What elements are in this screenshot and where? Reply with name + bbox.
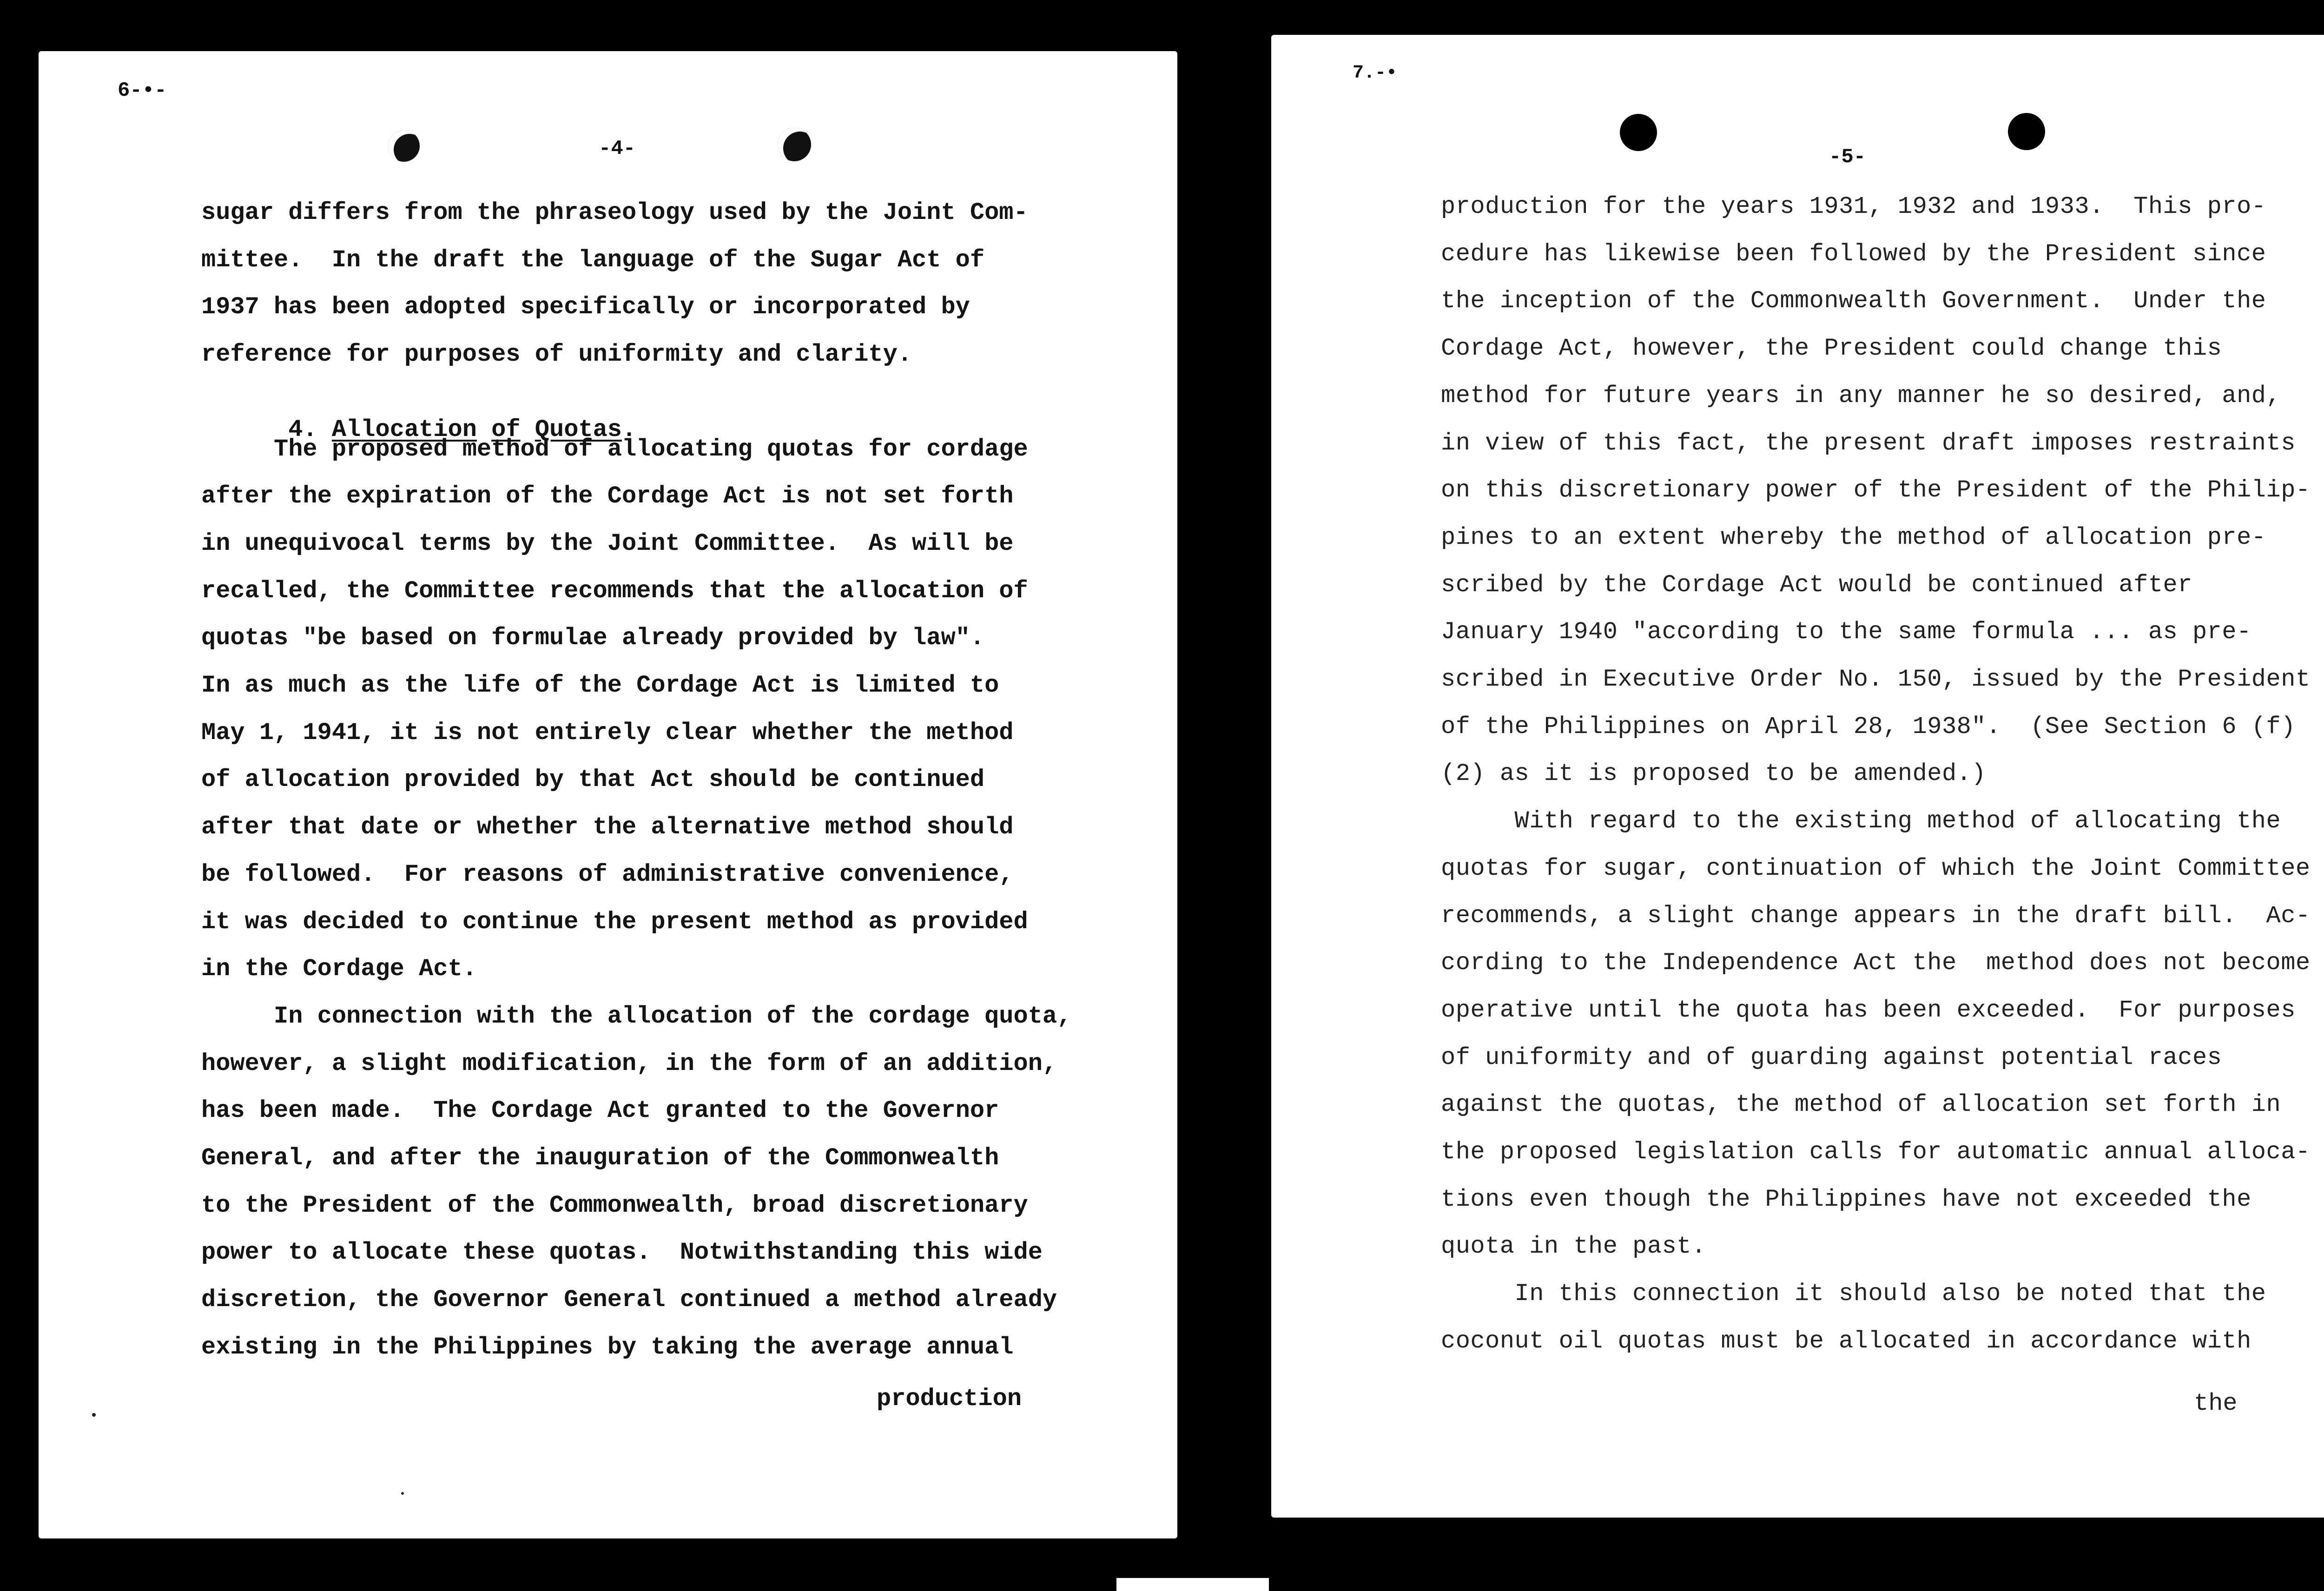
text-line: scribed by the Cordage Act would be continued after: [1441, 571, 2192, 599]
text-line: operative until the quota has been exceeded. For purposes: [1441, 996, 2296, 1024]
text-line: quotas for sugar, continuation of which the Joint Committee: [1441, 854, 2311, 882]
text-line: of uniformity and of guarding against potential races: [1441, 1043, 2222, 1071]
text-line: (2) as it is proposed to be amended.): [1441, 760, 1987, 788]
text-line: With regard to the existing method of allocating the: [1441, 807, 2281, 835]
text-line: January 1940 "according to the same formula ... as pre-: [1441, 618, 2251, 646]
left-punch-hole-2: [778, 128, 811, 161]
left-punch-hole-1: [388, 130, 420, 162]
heading-number: 4.: [288, 416, 332, 443]
text-line: it was decided to continue the present method as provided: [201, 908, 1028, 936]
right-punch-hole-2: [2008, 113, 2045, 150]
text-line: in the Cordage Act.: [201, 955, 477, 983]
left-heading: [201, 388, 636, 472]
text-line: after the expiration of the Cordage Act is not set forth: [201, 482, 1014, 510]
heading-word-allocation: Allocation: [331, 416, 477, 443]
text-line: power to allocate these quotas. Notwithstanding this wide: [201, 1239, 1043, 1267]
text-line: the proposed legislation calls for automatic annual alloca-: [1441, 1138, 2311, 1166]
text-line: the inception of the Commonwealth Government. Under the: [1441, 287, 2266, 315]
text-line: coconut oil quotas must be allocated in accordance with: [1441, 1327, 2251, 1355]
text-line: recalled, the Committee recommends that the allocation of: [201, 577, 1028, 605]
text-line: cedure has likewise been followed by the President since: [1441, 240, 2266, 268]
text-line: In this connection it should also be noted that the: [1441, 1280, 2266, 1308]
text-line: discretion, the Governor General continued a method already: [201, 1286, 1057, 1314]
right-page: [1271, 35, 2324, 1518]
text-line: 1937 has been adopted specifically or incorporated by: [201, 293, 970, 321]
right-page-number: -5-: [1829, 145, 1866, 169]
left-page-number: -4-: [599, 137, 636, 160]
text-line: method for future years in any manner he so desired, and,: [1441, 382, 2281, 409]
text-line: mittee. In the draft the language of the Sugar Act of: [201, 246, 985, 274]
text-line: of the Philippines on April 28, 1938". (See Section 6 (f): [1441, 713, 2296, 740]
right-catchword: the: [2194, 1390, 2238, 1417]
text-line: to the President of the Commonwealth, broad discretionary: [201, 1191, 1028, 1219]
text-line: scribed in Executive Order No. 150, issued by the President: [1441, 666, 2311, 693]
text-line: existing in the Philippines by taking the average annual: [201, 1333, 1014, 1361]
text-line: cording to the Independence Act the method does not become: [1441, 949, 2311, 977]
text-line: pines to an extent whereby the method of allocation pre-: [1441, 523, 2266, 551]
text-line: In as much as the life of the Cordage Act is limited to: [201, 672, 999, 699]
heading-word-quotas: Quotas: [535, 416, 622, 443]
right-punch-hole-1: [1620, 114, 1657, 151]
bottom-edge-tab: [1116, 1578, 1269, 1591]
text-line: in view of this fact, the present draft imposes restraints: [1441, 429, 2296, 457]
text-line: In connection with the allocation of the cordage quota,: [201, 1002, 1072, 1030]
text-line: sugar differs from the phraseology used by the Joint Com-: [201, 199, 1028, 226]
text-line: after that date or whether the alternative method should: [201, 813, 1014, 841]
left-speck-1: [92, 1413, 96, 1417]
text-line: however, a slight modification, in the form of an addition,: [201, 1050, 1057, 1077]
text-line: on this discretionary power of the President of the Philip-: [1441, 476, 2311, 504]
right-corner-mark: 7.-•: [1353, 63, 1398, 84]
left-corner-mark: 6-•-: [118, 79, 167, 102]
text-line: has been made. The Cordage Act granted to the Governor: [201, 1097, 999, 1125]
text-line: be followed. For reasons of administrative convenience,: [201, 860, 1014, 888]
text-line: tions even though the Philippines have not exceeded the: [1441, 1185, 2251, 1213]
heading-word-of: of: [491, 416, 521, 443]
text-line: in unequivocal terms by the Joint Committee. As will be: [201, 529, 1014, 557]
text-line: reference for purposes of uniformity and clarity.: [201, 341, 912, 369]
text-line: production for the years 1931, 1932 and 1933. This pro-: [1441, 193, 2266, 220]
text-line: against the quotas, the method of allocation set forth in: [1441, 1091, 2281, 1119]
left-page: [39, 51, 1177, 1538]
text-line: quota in the past.: [1441, 1233, 1706, 1261]
left-catchword: production: [877, 1385, 1022, 1413]
text-line: General, and after the inauguration of the Commonwealth: [201, 1144, 999, 1172]
text-line: recommends, a slight change appears in the draft bill. Ac-: [1441, 902, 2311, 930]
text-line: Cordage Act, however, the President could change this: [1441, 335, 2222, 363]
heading-period: .: [622, 416, 637, 443]
text-line: May 1, 1941, it is not entirely clear whether the method: [201, 719, 1014, 746]
text-line: The proposed method of allocating quotas for cordage: [201, 435, 1028, 463]
text-line: of allocation provided by that Act should be continued: [201, 766, 985, 794]
text-line: quotas "be based on formulae already provided by law".: [201, 624, 985, 652]
left-speck-2: [401, 1492, 404, 1495]
